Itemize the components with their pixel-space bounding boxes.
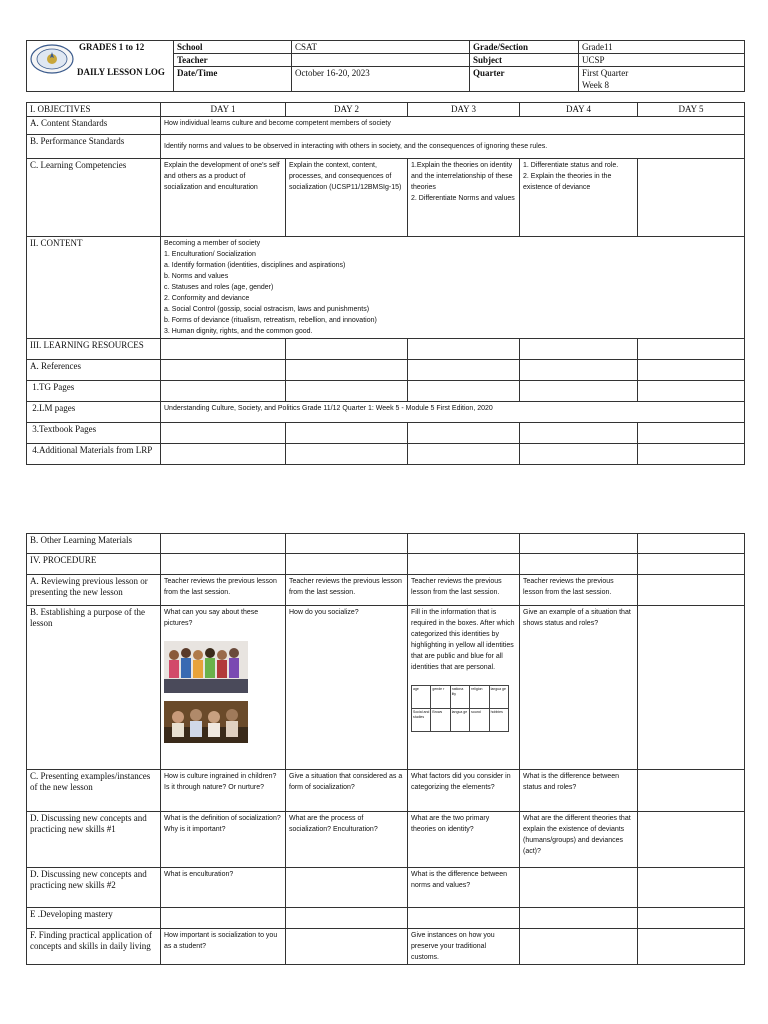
purpose-day-2: How do you socialize? <box>286 606 408 770</box>
mini-cell: gende r <box>431 686 450 709</box>
objectives-table <box>26 102 745 465</box>
mini-cell: Social and studies <box>412 709 431 732</box>
school-value: CSAT <box>292 41 470 54</box>
dll-title: DAILY LESSON LOG <box>77 67 165 77</box>
day-4-header: DAY 4 <box>520 103 638 117</box>
group-photo-1 <box>164 641 248 693</box>
content-body <box>161 237 745 339</box>
grade-section-value: Grade11 <box>579 41 745 54</box>
presenting-day-1: How is culture ingrained in children? Is it through nature? Or nurture? <box>161 770 286 812</box>
subject-label: Subject <box>470 54 579 67</box>
content-line: a. Identify formation (identities, disciplines and aspirations) <box>164 262 346 269</box>
mini-cell: langua ge <box>489 686 508 709</box>
mini-cell: hobbies <box>489 709 508 732</box>
content-line: 1. Enculturation/ Socialization <box>164 251 256 258</box>
reviewing-day-2: Teacher reviews the previous lesson from the last session. <box>286 575 408 606</box>
reviewing-label: A. Reviewing previous lesson or presenting the new lesson <box>27 575 161 606</box>
procedure-label: IV. PROCEDURE <box>27 554 161 575</box>
discussing-1-day-1: What is the definition of socialization? Why is it important? <box>161 812 286 868</box>
content-line: Becoming a member of society <box>164 240 261 247</box>
references-label: A. References <box>27 360 161 381</box>
date-value: October 16-20, 2023 <box>292 67 470 92</box>
practical-day-1: How important is socialization to you as a student? <box>161 929 286 965</box>
mini-cell: religion <box>470 686 489 709</box>
purpose-day-1 <box>161 606 286 770</box>
mini-cell: Brows <box>431 709 450 732</box>
presenting-day-3: What factors did you consider in categorizing the elements? <box>408 770 520 812</box>
content-line: 3. Human dignity, rights, and the common good. <box>164 328 313 335</box>
reviewing-day-3: Teacher reviews the previous lesson from the last session. <box>408 575 520 606</box>
date-label: Date/Time <box>174 67 292 92</box>
header-table <box>26 40 745 92</box>
mini-cell: langua ge <box>450 709 469 732</box>
content-standards-label: A. Content Standards <box>27 117 161 135</box>
day-5-header: DAY 5 <box>638 103 745 117</box>
lm-pages-label: 2.LM pages <box>27 402 161 423</box>
purpose-day-4: Give an example of a situation that shows status and roles? <box>520 606 638 770</box>
procedure-table <box>26 533 745 965</box>
content-label: II. CONTENT <box>27 237 161 339</box>
mini-cell: sound <box>470 709 489 732</box>
logo-cell <box>27 41 174 92</box>
discussing-1-day-3: What are the two primary theories on identity? <box>408 812 520 868</box>
discussing-2-label: D. Discussing new concepts and practicing new skills #2 <box>27 868 161 908</box>
quarter-label: Quarter <box>470 67 579 92</box>
content-line: c. Statuses and roles (age, gender) <box>164 284 274 291</box>
practical-application-label: F. Finding practical application of concepts and skills in daily living <box>27 929 161 965</box>
other-materials-label: B. Other Learning Materials <box>27 534 161 554</box>
content-line: b. Forms of deviance (ritualism, retreatism, rebellion, and innovation) <box>164 317 377 324</box>
week-line: Week 8 <box>582 80 610 90</box>
subject-value: UCSP <box>579 54 745 67</box>
discussing-2-day-3: What is the difference between norms and values? <box>408 868 520 908</box>
grade-section-label: Grade/Section <box>470 41 579 54</box>
developing-mastery-label: E .Developing mastery <box>27 908 161 929</box>
performance-standards-value: Identify norms and values to be observed in interacting with others in society, and the consequences of ignoring these rules. <box>161 135 745 159</box>
identity-mini-table <box>411 685 509 732</box>
content-standards-value: How individual learns culture and become competent members of society <box>161 117 745 135</box>
discussing-2-day-1: What is enculturation? <box>161 868 286 908</box>
additional-materials-label: 4.Additional Materials from LRP <box>27 444 161 465</box>
purpose-day-1-text: What can you say about these pictures? <box>164 609 259 627</box>
content-line: a. Social Control (gossip, social ostracism, laws and punishments) <box>164 306 370 313</box>
students-photo-icon <box>164 701 248 743</box>
lc-day-2: Explain the context, content, processes, and consequences of socialization (UCSP11/12BMSIg-15) <box>286 159 408 237</box>
day-3-header: DAY 3 <box>408 103 520 117</box>
deped-seal-icon <box>29 44 75 74</box>
day-1-header: DAY 1 <box>161 103 286 117</box>
purpose-day-3-text: Fill in the information that is required in the boxes. After which categorized this identities by highlighting in yellow all identities that are public and blue for all identities that are personal. <box>411 609 515 671</box>
group-photo-2 <box>164 701 248 743</box>
people-photo-icon <box>164 641 248 693</box>
discussing-1-label: D. Discussing new concepts and practicing new skills #1 <box>27 812 161 868</box>
reviewing-day-4: Teacher reviews the previous lesson from the last session. <box>520 575 638 606</box>
quarter-value <box>579 67 745 92</box>
reviewing-day-1: Teacher reviews the previous lesson from the last session. <box>161 575 286 606</box>
performance-standards-label: B. Performance Standards <box>27 135 161 159</box>
mini-cell: nationa lity <box>450 686 469 709</box>
discussing-1-day-4: What are the different theories that explain the existence of deviants (humans/groups) and deviances (act)? <box>520 812 638 868</box>
content-line: b. Norms and values <box>164 273 229 280</box>
learning-resources-label: III. LEARNING RESOURCES <box>27 339 161 360</box>
mini-cell: age <box>412 686 431 709</box>
purpose-day-3 <box>408 606 520 770</box>
school-label: School <box>174 41 292 54</box>
purpose-label: B. Establishing a purpose of the lesson <box>27 606 161 770</box>
objectives-label: I. OBJECTIVES <box>27 103 161 117</box>
content-line: 2. Conformity and deviance <box>164 295 250 302</box>
teacher-value <box>292 54 470 67</box>
teacher-label: Teacher <box>174 54 292 67</box>
learning-competencies-label: C. Learning Competencies <box>27 159 161 237</box>
lc-day-3: 1.Explain the theories on identity and the interrelationship of these theories 2. Differentiate Norms and values <box>408 159 520 237</box>
lm-pages-value: Understanding Culture, Society, and Politics Grade 11/12 Quarter 1: Week 5 - Module 5 First Edition, 2020 <box>161 402 745 423</box>
grades-label: GRADES 1 to 12 <box>79 42 145 52</box>
discussing-1-day-2: What are the process of socialization? Enculturation? <box>286 812 408 868</box>
textbook-pages-label: 3.Textbook Pages <box>27 423 161 444</box>
presenting-label: C. Presenting examples/instances of the new lesson <box>27 770 161 812</box>
lc-day-1: Explain the development of one's self and others as a product of socialization and enculturation <box>161 159 286 237</box>
lc-day-4: 1. Differentiate status and role. 2. Explain the theories in the existence of deviance <box>520 159 638 237</box>
presenting-day-2: Give a situation that considered as a form of socialization? <box>286 770 408 812</box>
practical-day-3: Give instances on how you preserve your traditional customs. <box>408 929 520 965</box>
quarter-line: First Quarter <box>582 68 629 78</box>
day-2-header: DAY 2 <box>286 103 408 117</box>
lc-day-5 <box>638 159 745 237</box>
tg-pages-label: 1.TG Pages <box>27 381 161 402</box>
presenting-day-4: What is the difference between status and roles? <box>520 770 638 812</box>
